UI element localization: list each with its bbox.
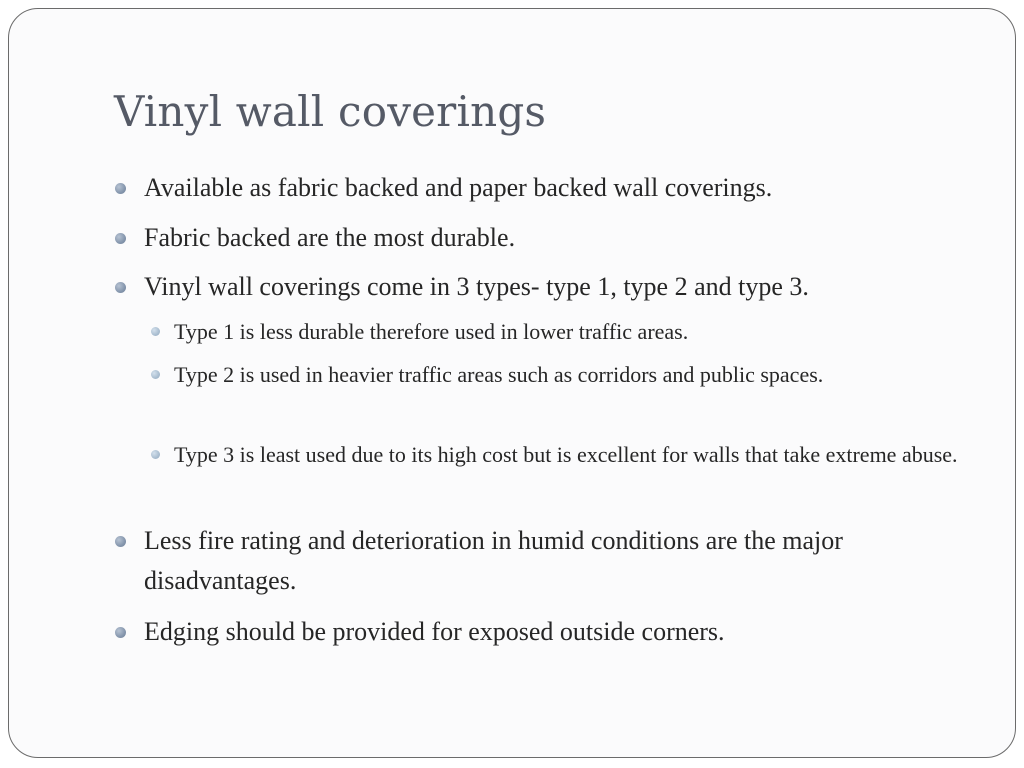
slide-title: Vinyl wall coverings xyxy=(114,87,547,136)
bullet-text: Vinyl wall coverings come in 3 types- type 1, type 2 and type 3. xyxy=(144,272,809,301)
bullet-icon xyxy=(115,233,126,244)
bullet-item xyxy=(144,218,944,258)
bullet-text: Edging should be provided for exposed outside corners. xyxy=(144,617,725,646)
bullet-icon xyxy=(115,183,126,194)
sub-bullet-item xyxy=(174,356,964,394)
bullet-text: Available as fabric backed and paper backed wall coverings. xyxy=(144,173,773,202)
sub-bullet-icon xyxy=(151,370,160,379)
sub-bullet-icon xyxy=(151,450,160,459)
bullet-item xyxy=(144,521,944,601)
sub-bullet-text: Type 1 is less durable therefore used in lower traffic areas. xyxy=(174,319,689,344)
bullet-icon xyxy=(115,627,126,638)
bullet-icon xyxy=(115,282,126,293)
bullet-item xyxy=(144,612,944,652)
sub-bullet-item xyxy=(174,436,964,474)
bullet-item xyxy=(144,267,944,307)
bullet-text: Less fire rating and deterioration in humid conditions are the major disadvantages. xyxy=(144,526,843,595)
bullet-item xyxy=(144,168,944,208)
sub-bullet-item xyxy=(174,313,964,351)
sub-bullet-icon xyxy=(151,327,160,336)
bullet-icon xyxy=(115,536,126,547)
bullet-text: Fabric backed are the most durable. xyxy=(144,223,516,252)
sub-bullet-text: Type 3 is least used due to its high cost but is excellent for walls that take extreme abuse. xyxy=(174,442,958,467)
sub-bullet-text: Type 2 is used in heavier traffic areas such as corridors and public spaces. xyxy=(174,362,824,387)
